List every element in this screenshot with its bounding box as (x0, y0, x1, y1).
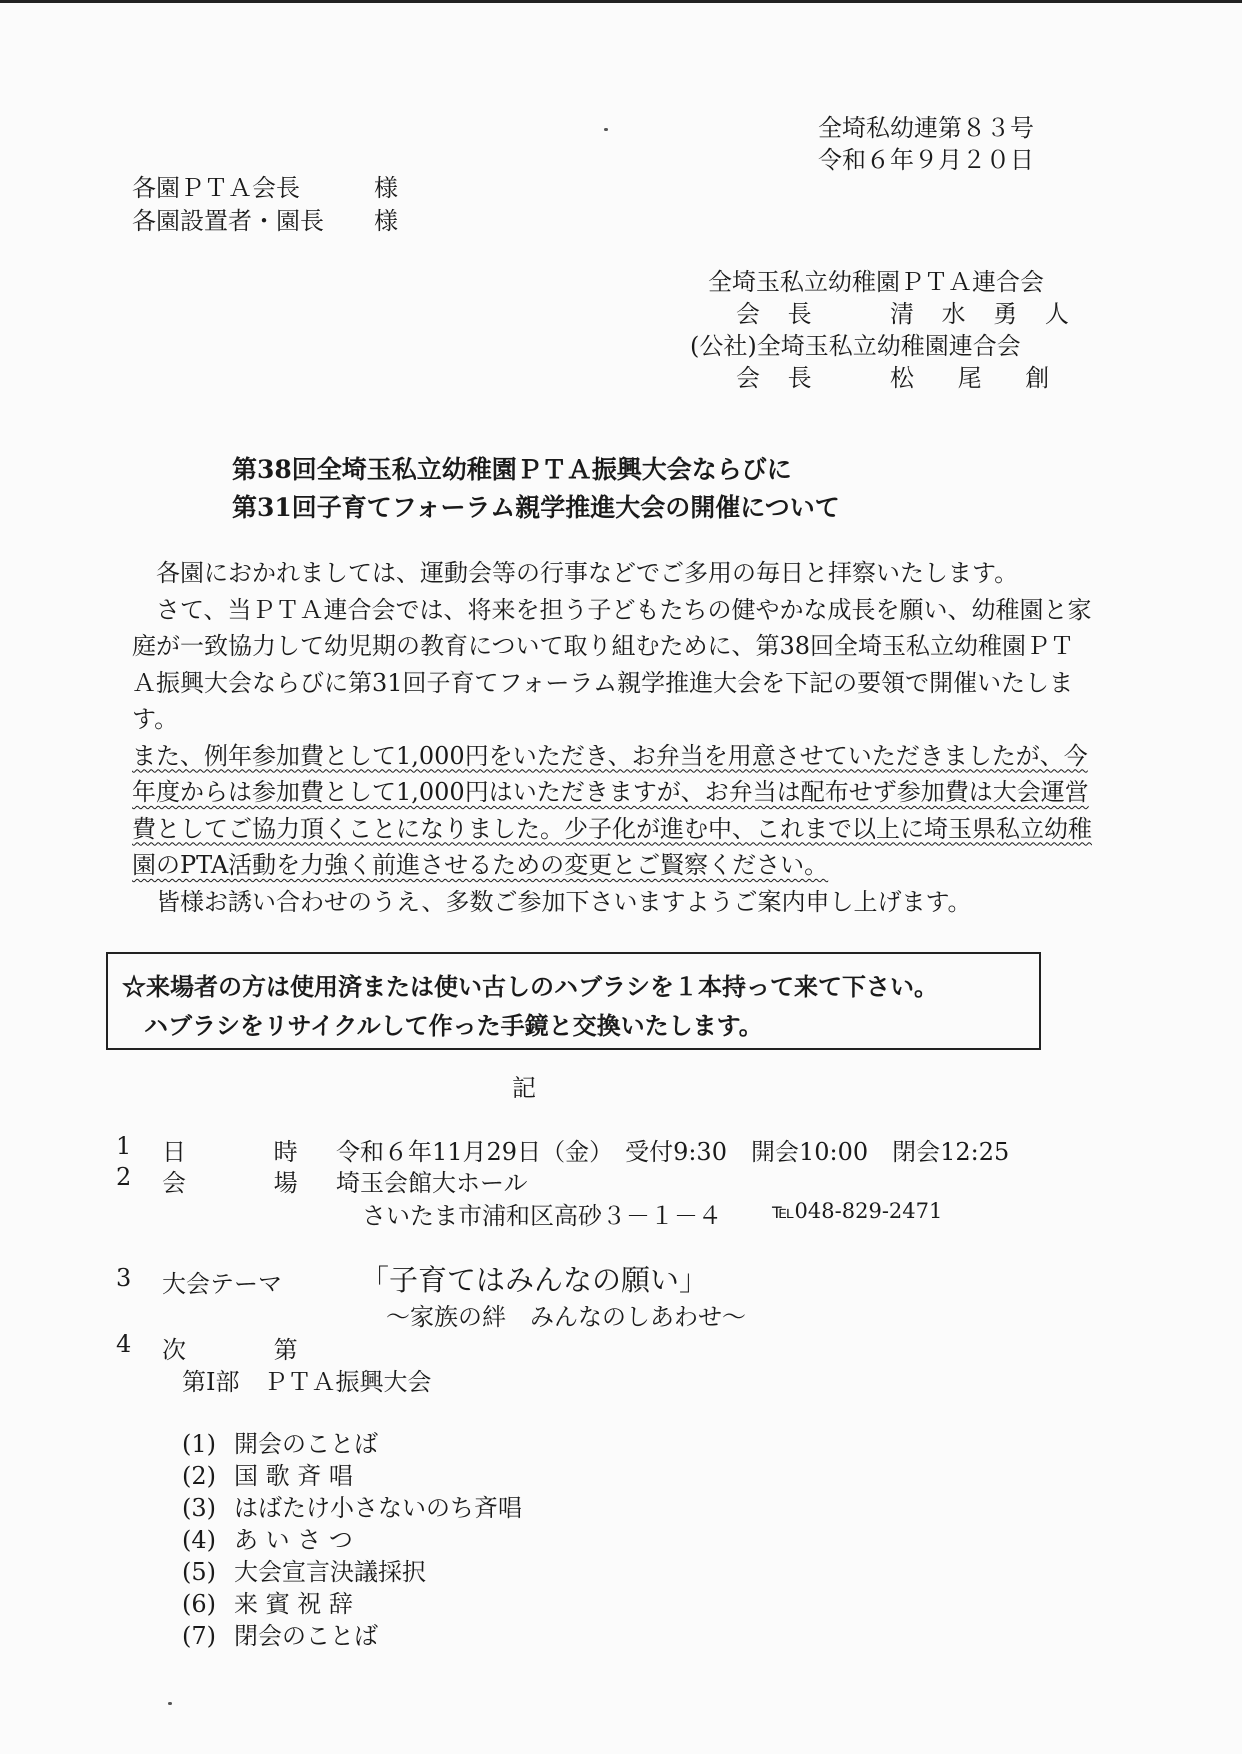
scan-speck (604, 128, 608, 131)
sender-title: 会 長 (736, 364, 822, 392)
notice-line-1: ☆来場者の方は使用済または使い古しのハブラシを１本持って来て下さい。 (122, 972, 938, 1001)
scan-top-border (0, 0, 1242, 3)
detail-label-theme: 大会テーマ (162, 1270, 282, 1298)
program-item-text: 国 歌 斉 唱 (234, 1462, 353, 1490)
ki-heading: 記 (512, 1074, 536, 1102)
program-item-number: (6) (182, 1590, 216, 1618)
program-item-number: (4) (182, 1526, 216, 1554)
body-paragraph: 各園におかれましては、運動会等の行事などでご多用の毎日と拝察いたします。 (156, 559, 1019, 587)
program-item-text: 閉会のことば (234, 1622, 378, 1650)
recipient-honorific: 様 (374, 207, 398, 235)
program-item (182, 1456, 353, 1491)
program-item-number: (3) (182, 1494, 216, 1522)
program-item-number: (2) (182, 1462, 216, 1490)
body-paragraph: 皆様お誘い合わせのうえ、多数ご参加下さいますようご案内申し上げます。 (156, 887, 972, 916)
detail-number: 4 (116, 1330, 132, 1358)
detail-label-datetime: 日 時 (162, 1138, 338, 1166)
toothbrush-notice-box (106, 952, 1041, 1050)
venue-phone: ℡048-829-2471 (772, 1199, 943, 1223)
program-item (182, 1488, 522, 1523)
recipient-name: 各園設置者・園長 (132, 207, 324, 235)
event-theme: 「子育てはみんなの願い」 (360, 1263, 709, 1297)
sender-org-federation: (公社)全埼玉私立幼稚園連合会 (690, 332, 1021, 360)
notice-line-2: ハブラシをリサイクルして作った手鏡と交換いたします。 (144, 1011, 763, 1040)
detail-label-venue: 会 場 (162, 1169, 338, 1197)
program-item-text: あ い さ つ (234, 1526, 353, 1554)
program-item (182, 1616, 378, 1651)
program-item-text: 開会のことば (234, 1430, 378, 1458)
program-item-number: (7) (182, 1622, 216, 1650)
program-item (182, 1552, 426, 1587)
detail-label-program: 次 第 (162, 1336, 338, 1364)
underlined-fee-change: また、例年参加費として1,000円をいただき、お弁当を用意させていただきましたが、今年度からは参加費として1,000円はいただきますが、お弁当は配布せず参加費は大会運営費としてご協力頂くことになりました。少子化が進む中、これまで以上に埼玉県私立幼稚園のPTA活動を力強く前進させるための変更とご賢察ください。 (132, 741, 1092, 879)
program-item-text: 大会宣言決議採択 (234, 1558, 426, 1586)
program-item-text: 来 賓 祝 辞 (234, 1590, 353, 1618)
recipient-pta-chairs (132, 168, 300, 203)
event-subtheme: ～家族の絆 みんなのしあわせ～ (386, 1303, 746, 1331)
program-item (182, 1520, 353, 1555)
body-paragraph-notice (132, 738, 1092, 884)
sender-org-pta: 全埼玉私立幼稚園ＰＴＡ連合会 (708, 268, 1044, 296)
body-text (132, 555, 1092, 920)
venue-address: さいたま市浦和区高砂３－１－４ (362, 1202, 722, 1230)
program-part-title: 第Ⅰ部 ＰＴＡ振興大会 (182, 1368, 432, 1396)
sender-title: 会 長 (736, 300, 822, 328)
document-date: 令和６年９月２０日 (818, 146, 1034, 174)
detail-number: 1 (116, 1132, 132, 1160)
recipient-name: 各園ＰＴＡ会長 (132, 174, 300, 202)
body-paragraph: さて、当ＰＴＡ連合会では、将来を担う子どもたちの健やかな成長を願い、幼稚園と家庭が一致協力して幼児期の教育について取り組むために、第38回全埼玉私立幼稚園ＰＴＡ振興大会ならびに第31回子育てフォーラム親学推進大会を下記の要領で開催いたします。 (132, 595, 1092, 733)
program-item-text: はばたけ小さないのち斉唱 (234, 1494, 522, 1522)
title-line-1: 第38回全埼玉私立幼稚園ＰＴＡ振興大会ならびに (232, 455, 792, 484)
document-number: 全埼私幼連第８３号 (818, 114, 1034, 142)
sender-name: 松 尾 創 (890, 364, 1068, 392)
recipient-founders-principals (132, 201, 324, 236)
program-item-number: (1) (182, 1430, 216, 1458)
detail-value-venue: 埼玉会館大ホール (336, 1169, 528, 1197)
recipient-honorific: 様 (374, 174, 398, 202)
detail-number: 3 (116, 1264, 132, 1292)
sender-name: 清 水 勇 人 (890, 300, 1079, 328)
scan-speck (168, 1702, 172, 1705)
detail-number: 2 (116, 1163, 132, 1191)
program-item-number: (5) (182, 1558, 216, 1586)
detail-value-datetime: 令和６年11月29日（金） 受付9:30 開会10:00 閉会12:25 (336, 1138, 1010, 1166)
program-item (182, 1584, 353, 1619)
title-line-2: 第31回子育てフォーラム親学推進大会の開催について (232, 493, 840, 522)
program-item (182, 1424, 378, 1459)
